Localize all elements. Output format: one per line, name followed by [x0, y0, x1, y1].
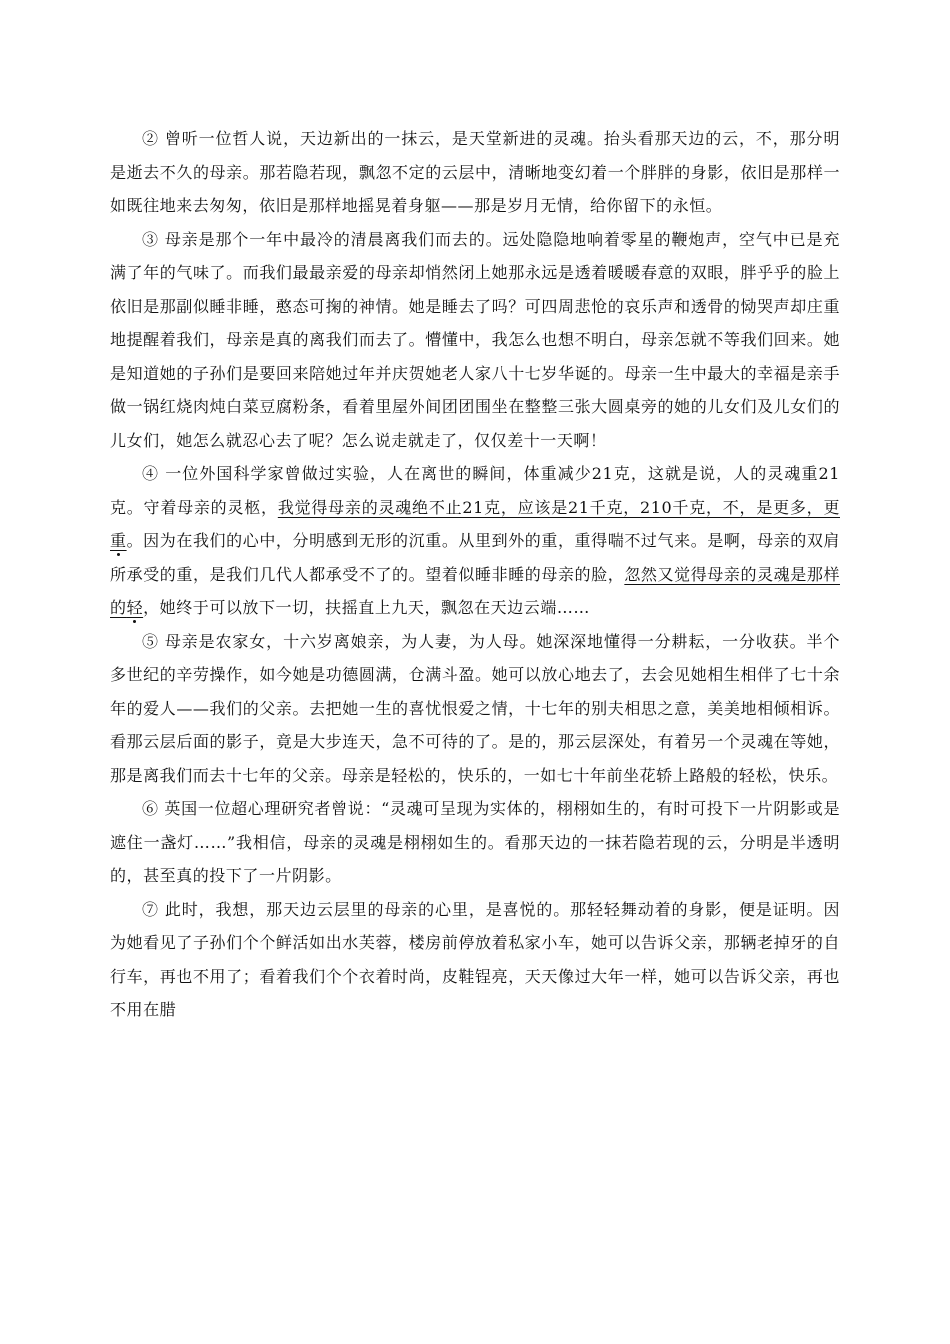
- emphasis-dot-heavy: 重: [110, 531, 127, 550]
- article-body: [110, 122, 840, 1027]
- emphasis-dot-light: 轻: [126, 598, 144, 617]
- underlined-sentence-heavy: 我觉得母亲的灵魂绝不止21克，应该是21千克，210千克，不，是更多，更重: [110, 497, 840, 550]
- paragraph-4-text-a: ④ 一位外国科学家曾做过实验，人在离世的瞬间，体重减少21克，这就是说，人的灵魂重21克。守着母亲的灵柩，: [110, 464, 840, 517]
- paragraph-7: ⑦ 此时，我想，那天边云层里的母亲的心里，是喜悦的。那轻轻舞动着的身影，便是证明。因为她看见了子孙们个个鲜活如出水芙蓉，楼房前停放着私家小车，她可以告诉父亲，那辆老掉牙的自行车，再也不用了；看着我们个个衣着时尚，皮鞋锃亮，天天像过大年一样，她可以告诉父亲，再也不用在腊: [110, 899, 840, 1019]
- paragraph-4-text-b: 。因为在我们的心中，分明感到无形的沉重。从里到外的重，重得喘不过气来。是啊，母亲的双肩所承受的重，是我们几代人都承受不了的。望着似睡非睡的母亲的脸，: [110, 531, 840, 584]
- paragraph-6: ⑥ 英国一位超心理研究者曾说：“灵魂可呈现为实体的，栩栩如生的，有时可投下一片阴影或是遮住一盏灯……”我相信，母亲的灵魂是栩栩如生的。看那天边的一抹若隐若现的云，分明是半透明的，甚至真的投下了一片阴影。: [110, 799, 840, 885]
- paragraph-3: ③ 母亲是那个一年中最冷的清晨离我们而去的。远处隐隐地响着零星的鞭炮声，空气中已是充满了年的气味了。而我们最最亲爱的母亲却悄然闭上她那永远是透着暖暖春意的双眼，胖乎乎的脸上依旧是那副似睡非睡，憨态可掬的神情。她是睡去了吗？可四周悲怆的哀乐声和透骨的恸哭声却庄重地提醒着我们，母亲是真的离我们而去了。懵懂中，我怎么也想不明白，母亲怎就不等我们回来。她是知道她的子孙们是要回来陪她过年并庆贺她老人家八十七岁华诞的。母亲一生中最大的幸福是亲手做一锅红烧肉炖白菜豆腐粉条，看着里屋外间团团围坐在整整三张大圆桌旁的她的儿女们及儿女们的儿女们，她怎么就忍心去了呢？怎么说走就走了，仅仅差十一天啊！: [110, 229, 840, 450]
- underlined-sentence-light: 忽然又觉得母亲的灵魂是那样的轻: [110, 564, 840, 617]
- paragraph-5: ⑤ 母亲是农家女，十六岁离娘亲，为人妻，为人母。她深深地懂得一分耕耘，一分收获。半个多世纪的辛劳操作，如今她是功德圆满，仓满斗盈。她可以放心地去了，去会见她相生相伴了七十余年的爱人——我们的父亲。去把她一生的喜忧恨爱之情，十七年的别夫相思之意，美美地相倾相诉。看那云层后面的影子，竟是大步连天，急不可待的了。是的，那云层深处，有着另一个灵魂在等她，那是离我们而去十七年的父亲。母亲是轻松的，快乐的，一如七十年前坐花轿上路般的轻松，快乐。: [110, 631, 840, 785]
- paragraph-2: ② 曾听一位哲人说，天边新出的一抹云，是天堂新进的灵魂。抬头看那天边的云，不，那分明是逝去不久的母亲。那若隐若现，飘忽不定的云层中，清晰地变幻着一个胖胖的身影，依旧是那样一如既往地来去匆匆，依旧是那样地摇晃着身躯——那是岁月无情，给你留下的永恒。: [110, 129, 840, 215]
- paragraph-4-text-c: ，她终于可以放下一切，扶摇直上九天，飘忽在天边云端……: [143, 598, 590, 617]
- paragraph-4: [110, 457, 840, 625]
